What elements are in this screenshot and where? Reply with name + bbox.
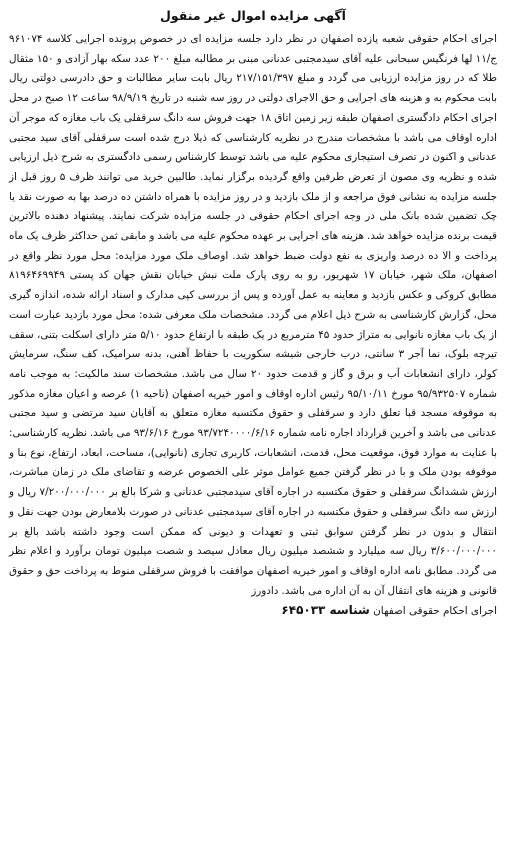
notice-id-code: شناسه ۶۴۵۰۳۳ xyxy=(281,603,370,618)
signature-issuer: اجرای احکام حقوقی اصفهان xyxy=(369,605,497,618)
notice-title: آگهی مزایده اموال غیر منقول xyxy=(160,8,346,23)
notice-body: اجرای احکام حقوقی شعبه یازده اصفهان در نظر دارد جلسه مزایده ای در خصوص پرونده اجرایی کلاسه ۹۶۱۰۷۴ ج/۱۱ لها فرنگیس سبحانی علیه آقای سیدمجتبی عدنانی مبنی بر مطالبه مبلغ ۲۰۰ عدد سکه بهار آزادی و ۱۵۰ مثقال طلا که در روز مزایده ارزیابی می گردد و مبلغ ۲۱۷/۱۵۱/۳۹۷ ریال بابت سایر مطالبات و حق دادرسی دولتی ریال بابت محکوم به و هزینه های اجرایی و حق الاجرای دولتی در روز سه شنبه در تاریخ ۹۸/۹/۱۹ ساعت ۱۲ صبح در محل اجرای احکام دادگستری اصفهان طبقه زیر زمین اتاق ۱۸ جهت فروش سه دانگ سرقفلی یک باب مغازه که موجر آن اداره اوقاف می باشد با مشخصات مندرج در نظریه کارشناسی که ذیلا درج شده است سرقفلی آقای سید مجتبی عدنانی و اکنون در تصرف استیجاری محکوم علیه می باشد توسط کارشناس رسمی دادگستری به شرح ذیل ارزیابی شده و نظریه وی مصون از تعرض طرفین واقع گردیده برگزار نماید. طالبین خرید می توانند ظرف ۵ روز قبل از جلسه مزایده به نشانی فوق مراجعه و از ملک بازدید و در روز مزایده با همراه داشتن ده درصد بها به صورت نقد یا چک تضمین شده بانک ملی در وجه اجرای احکام حقوقی در جلسه مزایده شرکت نمایند. پیشنهاد دهنده بالاترین قیمت برنده مزایده خواهد شد. هزینه های اجرایی بر عهده محکوم علیه می باشد و مابقی ثمن حداکثر ظرف یک ماه پرداخت و الا ده درصد واریزی به نفع دولت ضبط خواهد شد. اوصاف ملک مورد مزایده: محل مورد نظر واقع در اصفهان، ملک شهر، خیابان ۱۷ شهریور، رو به روی پارک ملت نبش خیابان نقش جهان کد پستی ۸۱۹۶۴۶۹۹۴۹ مطابق کروکی و عکس بازدید و معاینه به عمل آورده و پس از بررسی کپی مدارک و اسناد ارائه شده، اندازه گیری محل، گزارش کارشناسی به شرح ذیل اعلام می گردد. مشخصات ملک معرفی شده: محل مورد بازدید عبارت است از یک باب مغازه نانوایی به متراژ حدود ۴۵ مترمربع در یک طبقه با ارتفاع حدود ۵/۱۰ متر دارای اسکلت بتنی، سقف تیرچه بلوک، نما آجر ۳ سانتی، درب خارجی شیشه سکوریت با حفاظ آهنی، بدنه سرامیک، کف سنگ، سرمایش کولر، دارای انشعابات آب و برق و گاز و قدمت حدود ۲۰ سال می باشد. مشخصات سند مالکیت: به موجب نامه شماره ۹۵/۹۳۲۵۰۷ مورخ ۹۵/۱۰/۱۱ رئیس اداره اوقاف و امور خیریه اصفهان (ناحیه ۱) عرصه و اعیان مغازه مذکور به موقوفه مسجد قبا تعلق دارد و سرقفلی و حقوق مکتسبه مغازه متعلق به آقایان سید مرتضی و سید مجتبی عدنانی می باشد و آخرین قرارداد اجاره نامه شماره ۹۳/۷۲۴۰۰۰۰/۶/۱۶ مورخ ۹۳/۶/۱۶ می باشد. نظریه کارشناسی: با عنایت به موارد فوق، موقعیت محل، قدمت، انشعابات، کاربری تجاری (نانوایی)، مساحت، ابعاد، ارتفاع، نوع بنا و موقوفه بودن ملک و با در نظر گرفتن جمیع عوامل موثر علی الخصوص عرضه و تقاضای ملک در زمان مباشرت، ارزش ششدانگ سرقفلی و حقوق مکتسبه در اجاره آقای سیدمجتبی عدنانی و شرکا بالغ بر ۷/۲۰۰/۰۰۰/۰۰۰ ریال و ارزش سه دانگ سرقفلی و حقوق مکتسبه در اجاره آقای سیدمجتبی عدنانی در صورت بلامعارض بودن جهت نقل و انتقال و بدون در نظر گرفتن سوابق ثبتی و تعهدات و دیونی که ممکن است وجود داشته باشد بالغ بر ۳/۶۰۰/۰۰۰/۰۰۰ ریال سه میلیارد و ششصد میلیون ریال معادل سیصد و شصت میلیون تومان برآورد و اعلام نظر می گردد. مطابق نامه اداره اوقاف و امور خیریه اصفهان موافقت با فروش سرقفلی منوط به پرداخت حق و حقوق قانونی و هزینه های انتقال آن به آن اداره می باشد. دادورز xyxy=(9,33,498,597)
notice-signature xyxy=(9,601,497,622)
